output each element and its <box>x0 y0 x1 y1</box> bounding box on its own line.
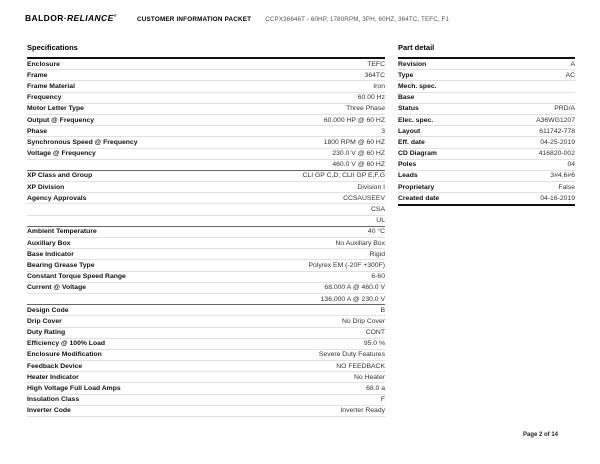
table-row <box>27 272 385 283</box>
table-row <box>27 372 385 383</box>
row-value: 460.0 V @ 60 HZ <box>332 161 385 169</box>
table-row <box>27 126 385 137</box>
specifications-table <box>27 57 385 417</box>
table-row <box>27 350 385 361</box>
row-value: Polyrex EM (-20F +300F) <box>308 261 385 269</box>
row-value: Three Phase <box>346 105 385 113</box>
row-value: 364TC <box>364 71 385 79</box>
row-label: Frame Material <box>27 82 75 90</box>
table-row <box>27 305 385 316</box>
row-label: XP Division <box>27 183 65 191</box>
specifications-heading: Specifications <box>27 43 78 52</box>
registered-trademark-icon: ® <box>113 13 118 19</box>
table-row <box>27 93 385 104</box>
table-row <box>398 115 575 126</box>
row-value: Inverter Ready <box>340 407 385 415</box>
row-label: Elec. spec. <box>398 116 434 124</box>
row-label: Leads <box>398 172 418 180</box>
row-value: No Drip Cover <box>341 317 385 325</box>
row-value: CCSAUSEEV <box>343 194 385 202</box>
row-label: Revision <box>398 60 427 68</box>
row-value: 95.0 % <box>363 340 385 348</box>
table-row <box>398 149 575 160</box>
row-label: High Voltage Full Load Amps <box>27 385 121 393</box>
row-label: Drip Cover <box>27 317 62 325</box>
logo-baldor-text: BALDOR <box>25 13 64 23</box>
row-value: Rigid <box>369 250 385 258</box>
part-detail-section <box>398 44 575 206</box>
row-value: 04-25-2019 <box>540 138 575 146</box>
row-label: Layout <box>398 127 421 135</box>
table-row <box>398 171 575 182</box>
table-row <box>27 361 385 372</box>
row-value: 1800 RPM @ 60 HZ <box>323 138 385 146</box>
row-label: Design Code <box>27 306 69 314</box>
table-row <box>27 339 385 350</box>
logo-dot-separator: · <box>63 13 67 23</box>
row-value: 416820-002 <box>538 150 575 158</box>
table-row <box>398 70 575 81</box>
row-value: CONT <box>365 329 385 337</box>
table-row <box>27 283 385 294</box>
table-row <box>398 137 575 148</box>
table-row <box>398 160 575 171</box>
table-row <box>27 115 385 126</box>
row-label: Frequency <box>27 94 62 102</box>
table-row <box>27 328 385 339</box>
row-value: A <box>570 60 575 68</box>
row-label: Created date <box>398 195 440 203</box>
row-value: No Auxillary Box <box>335 239 385 247</box>
row-value: F <box>380 396 385 404</box>
product-description: CCPX36646T - 60HP, 1780RPM, 3PH, 60HZ, 364TC, TEFC, F1 <box>265 16 450 23</box>
table-row <box>27 193 385 204</box>
row-label: Motor Letter Type <box>27 105 84 113</box>
row-value: CSA <box>371 206 385 214</box>
baldor-reliance-logo <box>25 13 117 23</box>
part-detail-heading: Part detail <box>398 43 435 52</box>
table-row <box>27 204 385 215</box>
row-value: 6-60 <box>371 273 385 281</box>
row-label: Poles <box>398 161 417 169</box>
row-value: No Heater <box>354 373 385 381</box>
table-row <box>27 70 385 81</box>
row-label: Current @ Voltage <box>27 284 86 292</box>
row-label: Efficiency @ 100% Load <box>27 340 106 348</box>
logo-reliance-text: RELIANCE <box>67 13 114 23</box>
row-value: AC <box>565 71 575 79</box>
row-label: Auxillary Box <box>27 239 71 247</box>
table-row <box>398 126 575 137</box>
row-value: NO FEEDBACK <box>336 362 385 370</box>
row-label: Insulation Class <box>27 396 80 404</box>
row-value: CLI GP C,D; CLII GP E,F,G <box>302 172 385 180</box>
table-row <box>398 193 575 204</box>
table-row <box>27 249 385 260</box>
row-label: Feedback Device <box>27 362 83 370</box>
row-value: Severe Duty Features <box>318 351 385 359</box>
row-value: Iron <box>373 82 385 90</box>
table-row <box>27 104 385 115</box>
table-row <box>27 216 385 227</box>
document-title: CUSTOMER INFORMATION PACKET <box>137 16 252 23</box>
table-row <box>27 81 385 92</box>
row-value: 3#4,6#6 <box>550 172 575 180</box>
table-row <box>27 182 385 193</box>
row-label: Proprietary <box>398 183 435 191</box>
row-label: Base Indicator <box>27 250 74 258</box>
row-value: B <box>380 306 385 314</box>
row-value: Division I <box>357 183 385 191</box>
row-value: 68.0 a <box>366 385 385 393</box>
row-value: 04 <box>567 161 575 169</box>
table-row <box>27 406 385 417</box>
row-label: Type <box>398 71 414 79</box>
row-value: 60.000 HP @ 60 HZ <box>323 116 385 124</box>
table-row <box>398 93 575 104</box>
row-label: Synchronous Speed @ Frequency <box>27 138 138 146</box>
table-row <box>27 149 385 160</box>
table-row <box>27 316 385 327</box>
row-label: Enclosure <box>27 60 60 68</box>
row-value: 611742-778 <box>539 127 575 135</box>
table-row <box>27 160 385 171</box>
row-label: Ambient Temperature <box>27 228 97 236</box>
row-label: Mech. spec. <box>398 82 437 90</box>
row-value: UL <box>376 217 385 225</box>
row-label: Eff. date <box>398 138 425 146</box>
table-row <box>27 260 385 271</box>
table-row <box>27 171 385 182</box>
row-value: PRD/A <box>554 105 575 113</box>
row-value: False <box>558 183 575 191</box>
row-value: 04-16-2019 <box>540 195 575 203</box>
row-value: 60.00 Hz <box>357 94 385 102</box>
row-label: Phase <box>27 127 48 135</box>
row-label: Constant Torque Speed Range <box>27 273 126 281</box>
row-value: 136.000 A @ 230.0 V <box>320 295 385 303</box>
row-label: Heater Indicator <box>27 373 79 381</box>
table-row <box>27 383 385 394</box>
table-row <box>398 81 575 92</box>
table-row <box>27 59 385 70</box>
table-row <box>398 104 575 115</box>
row-value: A36WG1207 <box>536 116 575 124</box>
table-row <box>27 137 385 148</box>
table-row <box>398 59 575 70</box>
row-value: 40 °C <box>367 228 385 236</box>
row-label: Status <box>398 105 419 113</box>
table-row <box>27 238 385 249</box>
row-label: Frame <box>27 71 48 79</box>
row-label: XP Class and Group <box>27 172 93 180</box>
row-value: 68.000 A @ 460.0 V <box>324 284 385 292</box>
row-label: Inverter Code <box>27 407 71 415</box>
row-value: TEFC <box>367 60 385 68</box>
row-label: Enclosure Modification <box>27 351 102 359</box>
row-label: Bearing Grease Type <box>27 261 95 269</box>
table-row <box>27 227 385 238</box>
table-row <box>27 395 385 406</box>
row-label: CD Diagram <box>398 150 437 158</box>
row-label: Output @ Frequency <box>27 116 95 124</box>
row-value: 230.0 V @ 60 HZ <box>332 150 385 158</box>
row-label: Duty Rating <box>27 329 66 337</box>
row-value: 3 <box>381 127 385 135</box>
page-header <box>25 13 575 23</box>
table-row <box>27 294 385 305</box>
row-label: Agency Approvals <box>27 194 87 202</box>
table-row <box>398 182 575 193</box>
part-detail-table <box>398 57 575 206</box>
page-number: Page 2 of 14 <box>522 432 558 438</box>
row-label: Base <box>398 94 415 102</box>
specifications-section <box>27 44 385 417</box>
row-label: Voltage @ Frequency <box>27 150 96 158</box>
